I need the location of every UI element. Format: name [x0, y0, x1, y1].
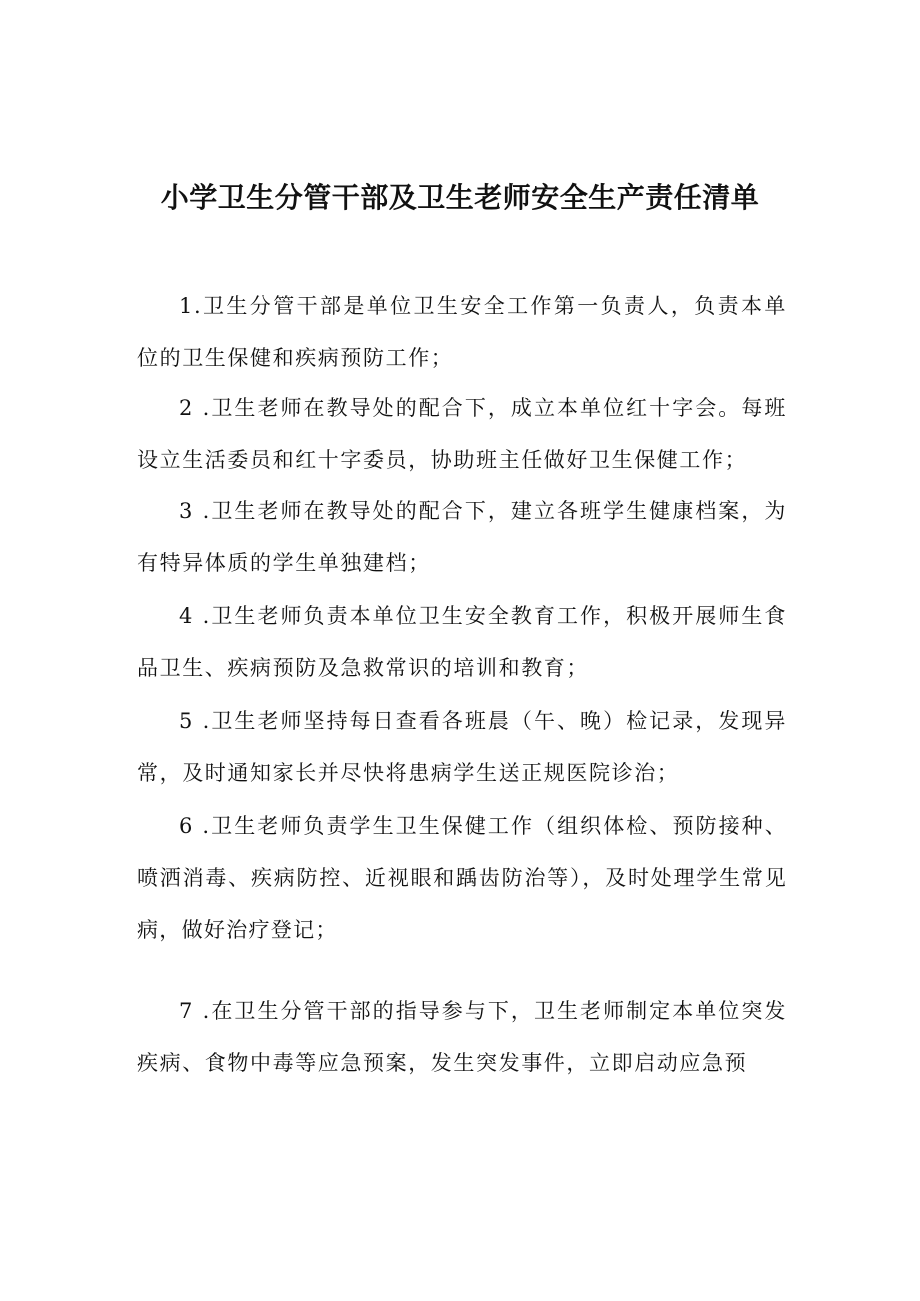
clause-7: 7 .在卫生分管干部的指导参与下，卫生老师制定本单位突发疾病、食物中毒等应急预案，发生突发事件，立即启动应急预: [137, 999, 787, 1075]
clause-6: 6 .卫生老师负责学生卫生保健工作（组织体检、预防接种、喷洒消毒、疾病防控、近视眼和踽齿防治等），及时处理学生常见病，做好治疗登记；: [137, 814, 787, 942]
clause-5: 5 .卫生老师坚持每日查看各班晨（午、晚）检记录，发现异常，及时通知家长并尽快将患病学生送正规医院诊治；: [137, 709, 787, 785]
clause-2: 2 .卫生老师在教导处的配合下，成立本单位红十字会。每班设立生活委员和红十字委员，协助班主任做好卫生保健工作；: [137, 396, 787, 472]
clause-3: 3 .卫生老师在教导处的配合下，建立各班学生健康档案，为有特异体质的学生单独建档；: [137, 499, 787, 575]
document-title: 小学卫生分管干部及卫生老师安全生产责任清单: [160, 181, 760, 214]
clause-4: 4 .卫生老师负责本单位卫生安全教育工作，积极开展师生食品卫生、疾病预防及急救常识的培训和教育；: [137, 604, 787, 680]
clause-1: 1.卫生分管干部是单位卫生安全工作第一负责人，负责本单位的卫生保健和疾病预防工作；: [137, 294, 787, 370]
